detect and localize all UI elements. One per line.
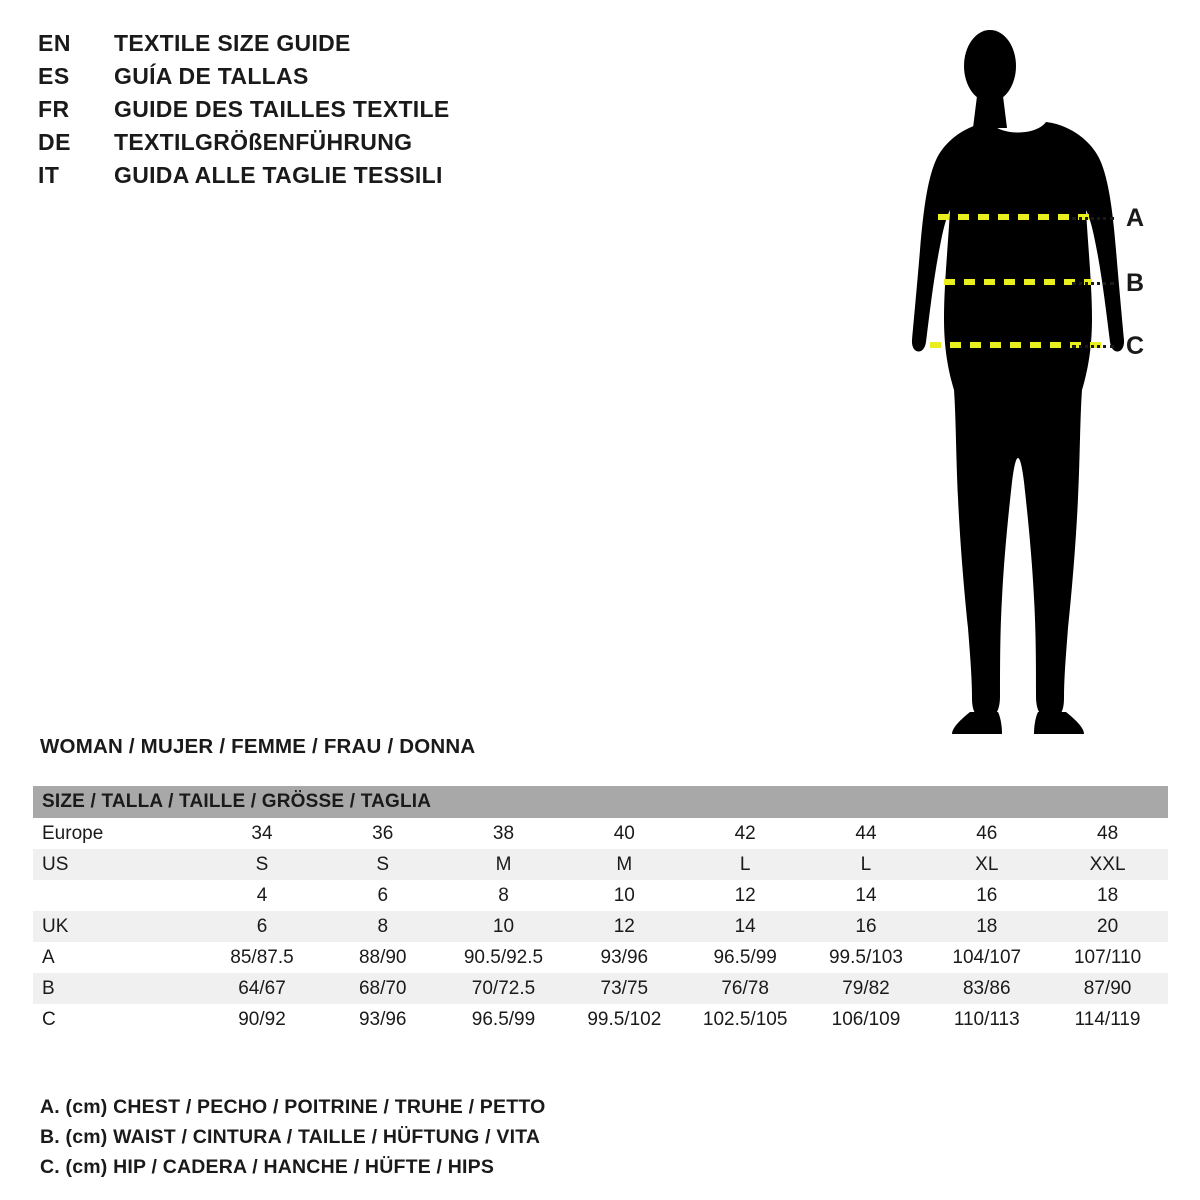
cell: S (202, 849, 323, 880)
table-row (33, 973, 1168, 1004)
leader-line-b-icon (1072, 282, 1114, 285)
cell: 8 (322, 911, 443, 942)
cell: 18 (926, 911, 1047, 942)
footnotes (40, 1092, 840, 1182)
cell: 16 (926, 880, 1047, 911)
cell: 96.5/99 (443, 1004, 564, 1035)
cell: 38 (443, 818, 564, 849)
cell: 102.5/105 (685, 1004, 806, 1035)
cell: 70/72.5 (443, 973, 564, 1004)
row-label: A (33, 942, 202, 973)
title-row (38, 63, 598, 96)
marker-a (1072, 203, 1145, 232)
footnote-b: B. (cm) WAIST / CINTURA / TAILLE / HÜFTUNG / VITA (40, 1126, 541, 1148)
table-row (33, 849, 1168, 880)
section-caption: WOMAN / MUJER / FEMME / FRAU / DONNA (40, 735, 476, 758)
table-header-row (33, 786, 1168, 818)
size-table (33, 786, 1168, 1035)
cell: L (685, 849, 806, 880)
title-row (38, 30, 598, 63)
title-text: GUIDA ALLE TAGLIE TESSILI (114, 162, 443, 188)
title-text: TEXTILE SIZE GUIDE (114, 30, 351, 56)
cell: 90.5/92.5 (443, 942, 564, 973)
marker-letter-c: C (1126, 331, 1145, 360)
cell: 48 (1047, 818, 1168, 849)
row-label: UK (33, 911, 202, 942)
cell: 6 (202, 911, 323, 942)
cell: 18 (1047, 880, 1168, 911)
table-header-label: SIZE / TALLA / TAILLE / GRÖSSE / TAGLIA (33, 786, 1168, 818)
cell: 99.5/102 (564, 1004, 685, 1035)
cell: 8 (443, 880, 564, 911)
title-lang-code: EN (38, 30, 71, 56)
cell: S (322, 849, 443, 880)
row-label: C (33, 1004, 202, 1035)
row-label (33, 880, 202, 911)
woman-silhouette-icon (860, 18, 1180, 738)
cell: XXL (1047, 849, 1168, 880)
row-label: US (33, 849, 202, 880)
cell: 14 (806, 880, 927, 911)
cell: 83/86 (926, 973, 1047, 1004)
cell: XL (926, 849, 1047, 880)
title-block (38, 30, 598, 195)
cell: M (564, 849, 685, 880)
cell: 14 (685, 911, 806, 942)
cell: 114/119 (1047, 1004, 1168, 1035)
footnote-a: A. (cm) CHEST / PECHO / POITRINE / TRUHE / PETTO (40, 1096, 546, 1118)
cell: 46 (926, 818, 1047, 849)
title-lang-code: IT (38, 162, 60, 188)
cell: 85/87.5 (202, 942, 323, 973)
cell: 6 (322, 880, 443, 911)
footnote-c: C. (cm) HIP / CADERA / HANCHE / HÜFTE / HIPS (40, 1156, 495, 1178)
cell: 88/90 (322, 942, 443, 973)
table-row (33, 880, 1168, 911)
title-text: TEXTILGRÖßENFÜHRUNG (114, 129, 413, 155)
cell: M (443, 849, 564, 880)
title-row (38, 162, 598, 195)
cell: 73/75 (564, 973, 685, 1004)
cell: 44 (806, 818, 927, 849)
cell: 36 (322, 818, 443, 849)
cell: 87/90 (1047, 973, 1168, 1004)
cell: 34 (202, 818, 323, 849)
cell: 110/113 (926, 1004, 1047, 1035)
marker-letter-a: A (1126, 203, 1145, 232)
cell: 93/96 (564, 942, 685, 973)
woman-silhouette-figure (860, 18, 1180, 738)
marker-c (1072, 331, 1145, 360)
cell: 76/78 (685, 973, 806, 1004)
cell: 20 (1047, 911, 1168, 942)
title-text: GUIDE DES TAILLES TEXTILE (114, 96, 450, 122)
row-label: Europe (33, 818, 202, 849)
leader-line-a-icon (1072, 217, 1114, 220)
title-lang-code: DE (38, 129, 71, 155)
cell: 12 (685, 880, 806, 911)
title-lang-code: ES (38, 63, 70, 89)
cell: 104/107 (926, 942, 1047, 973)
title-lang-code: FR (38, 96, 70, 122)
title-text: GUÍA DE TALLAS (114, 63, 309, 89)
table-row (33, 942, 1168, 973)
cell: 10 (443, 911, 564, 942)
row-label: B (33, 973, 202, 1004)
cell: 96.5/99 (685, 942, 806, 973)
cell: 93/96 (322, 1004, 443, 1035)
cell: 4 (202, 880, 323, 911)
cell: L (806, 849, 927, 880)
cell: 68/70 (322, 973, 443, 1004)
table-row (33, 818, 1168, 849)
cell: 106/109 (806, 1004, 927, 1035)
cell: 99.5/103 (806, 942, 927, 973)
title-row (38, 129, 598, 162)
cell: 10 (564, 880, 685, 911)
table-row (33, 911, 1168, 942)
cell: 42 (685, 818, 806, 849)
marker-letter-b: B (1126, 268, 1145, 297)
cell: 79/82 (806, 973, 927, 1004)
cell: 107/110 (1047, 942, 1168, 973)
cell: 64/67 (202, 973, 323, 1004)
cell: 12 (564, 911, 685, 942)
table-row (33, 1004, 1168, 1035)
cell: 40 (564, 818, 685, 849)
cell: 16 (806, 911, 927, 942)
marker-b (1072, 268, 1145, 297)
cell: 90/92 (202, 1004, 323, 1035)
title-row (38, 96, 598, 129)
leader-line-c-icon (1072, 345, 1114, 348)
